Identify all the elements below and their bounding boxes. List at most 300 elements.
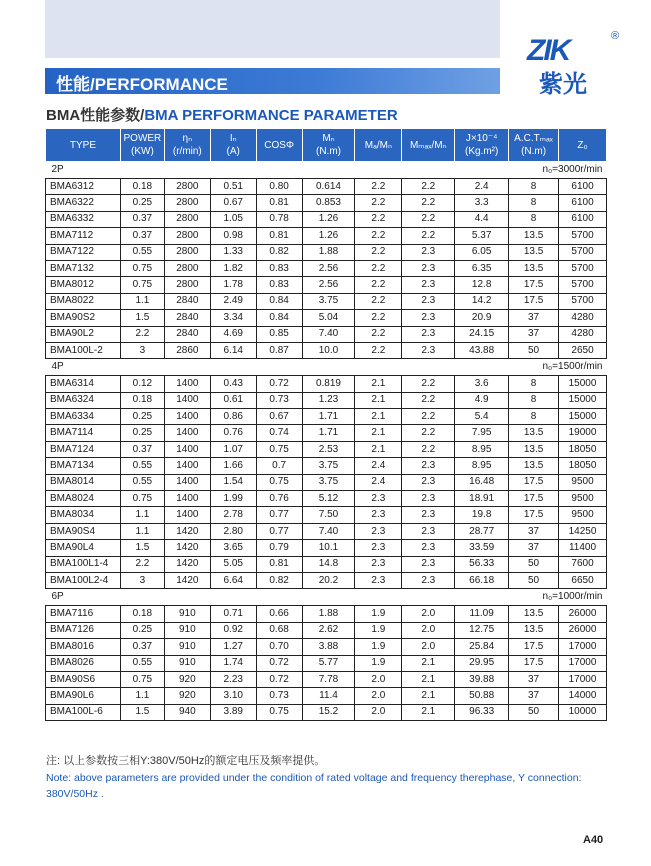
table-cell: 0.92	[210, 622, 256, 638]
table-row	[46, 556, 607, 572]
table-cell: 2.23	[210, 671, 256, 687]
table-cell: 50.88	[455, 688, 509, 704]
table-cell: 20.2	[302, 572, 355, 588]
motor-type-cell: BMA90S2	[46, 310, 121, 326]
table-row	[46, 491, 607, 507]
table-cell: 2.3	[402, 260, 455, 276]
table-cell: 0.51	[210, 179, 256, 195]
table-cell: 2.2	[402, 425, 455, 441]
table-cell: 13.5	[509, 606, 559, 622]
table-cell: 8	[509, 179, 559, 195]
table-cell: 5700	[559, 293, 607, 309]
table-cell: 12.8	[455, 277, 509, 293]
table-cell: 0.75	[120, 260, 164, 276]
table-cell: 2.3	[402, 293, 455, 309]
table-cell: 5.12	[302, 491, 355, 507]
table-cell: 17.5	[509, 507, 559, 523]
table-cell: 2.2	[355, 195, 402, 211]
table-row	[46, 277, 607, 293]
table-cell: 0.67	[256, 409, 302, 425]
table-cell: 910	[164, 655, 210, 671]
table-cell: 1400	[164, 507, 210, 523]
motor-type-cell: BMA6332	[46, 211, 121, 227]
motor-type-cell: BMA7134	[46, 458, 121, 474]
table-cell: 0.25	[120, 425, 164, 441]
table-cell: 2.1	[402, 671, 455, 687]
registered-mark: ®	[611, 30, 620, 42]
table-cell: 1.9	[355, 639, 402, 655]
table-cell: 37	[509, 523, 559, 539]
motor-type-cell: BMA100L-2	[46, 342, 121, 358]
motor-type-cell: BMA6314	[46, 376, 121, 392]
column-header-line: Mₘₐₓ/Mₙ	[409, 139, 447, 151]
table-cell: 0.78	[256, 211, 302, 227]
column-header-line: (N.m)	[315, 146, 341, 157]
table-cell: 7.50	[302, 507, 355, 523]
table-cell: 0.77	[256, 507, 302, 523]
table-cell: 15.2	[302, 704, 355, 720]
table-cell: 8	[509, 409, 559, 425]
motor-type-cell: BMA8012	[46, 277, 121, 293]
table-cell: 0.37	[120, 228, 164, 244]
column-header-line: A.C.Tₘₐₓ	[514, 133, 553, 144]
table-cell: 2.3	[402, 244, 455, 260]
table-cell: 1.27	[210, 639, 256, 655]
table-cell: 2840	[164, 310, 210, 326]
table-cell: 0.81	[256, 556, 302, 572]
table-cell: 8	[509, 392, 559, 408]
table-cell: 0.81	[256, 228, 302, 244]
table-cell: 1.78	[210, 277, 256, 293]
table-cell: 3.75	[302, 474, 355, 490]
table-cell: 0.72	[256, 376, 302, 392]
table-cell: 10.0	[302, 342, 355, 358]
table-row	[46, 260, 607, 276]
table-cell: 910	[164, 622, 210, 638]
table-cell: 6100	[559, 211, 607, 227]
table-cell: 14000	[559, 688, 607, 704]
motor-type-cell: BMA7116	[46, 606, 121, 622]
table-cell: 2650	[559, 342, 607, 358]
motor-type-cell: BMA90L6	[46, 688, 121, 704]
table-row	[46, 228, 607, 244]
table-cell: 910	[164, 606, 210, 622]
column-header-line: (A)	[226, 146, 240, 157]
table-cell: 19000	[559, 425, 607, 441]
table-cell: 2.1	[355, 392, 402, 408]
section-title: 性能/PERFORMANCE	[56, 75, 228, 94]
table-row	[46, 507, 607, 523]
table-cell: 0.25	[120, 409, 164, 425]
table-cell: 37	[509, 671, 559, 687]
column-header-line: (KW)	[131, 146, 154, 157]
motor-type-cell: BMA7126	[46, 622, 121, 638]
table-cell: 0.55	[120, 458, 164, 474]
table-cell: 39.88	[455, 671, 509, 687]
table-cell: 2800	[164, 228, 210, 244]
table-cell: 2.3	[355, 523, 402, 539]
logo-chinese-name: 紫光	[539, 71, 587, 98]
table-cell: 1.1	[120, 688, 164, 704]
table-cell: 13.5	[509, 260, 559, 276]
table-cell: 17.5	[509, 474, 559, 490]
table-cell: 2.56	[302, 260, 355, 276]
table-row	[46, 425, 607, 441]
table-cell: 16.48	[455, 474, 509, 490]
table-cell: 14250	[559, 523, 607, 539]
table-cell: 2.2	[355, 179, 402, 195]
table-cell: 2.80	[210, 523, 256, 539]
table-cell: 3	[120, 342, 164, 358]
column-header	[46, 129, 121, 162]
motor-type-cell: BMA6312	[46, 179, 121, 195]
motor-type-cell: BMA90L2	[46, 326, 121, 342]
table-cell: 6650	[559, 572, 607, 588]
column-header-line: COSΦ	[264, 139, 294, 151]
table-cell: 2.2	[355, 326, 402, 342]
table-cell: 2800	[164, 260, 210, 276]
table-cell: 1.05	[210, 211, 256, 227]
performance-table	[45, 128, 607, 721]
sync-speed: n₀=3000r/min	[542, 164, 603, 175]
motor-type-cell: BMA100L2-4	[46, 572, 121, 588]
table-cell: 1.26	[302, 211, 355, 227]
table-cell: 0.819	[302, 376, 355, 392]
table-cell: 17.5	[509, 277, 559, 293]
table-cell: 2.3	[402, 310, 455, 326]
table-cell: 1400	[164, 392, 210, 408]
table-cell: 17.5	[509, 491, 559, 507]
table-cell: 1420	[164, 540, 210, 556]
table-row	[46, 409, 607, 425]
table-cell: 1.23	[302, 392, 355, 408]
table-cell: 5.04	[302, 310, 355, 326]
table-cell: 0.25	[120, 195, 164, 211]
table-cell: 2.1	[355, 425, 402, 441]
logo-mark: ZIK	[527, 34, 570, 67]
table-cell: 50	[509, 572, 559, 588]
table-cell: 2.2	[355, 211, 402, 227]
table-cell: 3.89	[210, 704, 256, 720]
table-cell: 2.2	[355, 277, 402, 293]
motor-type-cell: BMA7114	[46, 425, 121, 441]
table-cell: 2.53	[302, 441, 355, 457]
table-cell: 2.3	[402, 277, 455, 293]
table-cell: 1.88	[302, 244, 355, 260]
table-cell: 1400	[164, 376, 210, 392]
group-header-cell	[46, 359, 607, 376]
table-cell: 17000	[559, 671, 607, 687]
group-header-cell	[46, 162, 607, 179]
table-cell: 3.10	[210, 688, 256, 704]
table-cell: 2.2	[402, 195, 455, 211]
table-cell: 1.71	[302, 409, 355, 425]
motor-type-cell: BMA8016	[46, 639, 121, 655]
table-cell: 17.5	[509, 293, 559, 309]
pole-label: 6P	[51, 591, 64, 603]
table-cell: 2.2	[402, 228, 455, 244]
table-cell: 2860	[164, 342, 210, 358]
table-cell: 0.84	[256, 310, 302, 326]
motor-type-cell: BMA90S4	[46, 523, 121, 539]
table-cell: 2.2	[355, 228, 402, 244]
table-cell: 10.1	[302, 540, 355, 556]
table-cell: 920	[164, 671, 210, 687]
table-cell: 0.12	[120, 376, 164, 392]
column-header-line: J×10⁻⁴	[465, 133, 498, 144]
table-cell: 18050	[559, 441, 607, 457]
table-cell: 3.88	[302, 639, 355, 655]
motor-type-cell: BMA90L4	[46, 540, 121, 556]
table-cell: 0.37	[120, 441, 164, 457]
table-body	[46, 162, 607, 721]
table-cell: 0.87	[256, 342, 302, 358]
table-cell: 13.5	[509, 458, 559, 474]
table-cell: 0.25	[120, 622, 164, 638]
column-header-line: (Kg.m²)	[464, 146, 499, 157]
table-cell: 8.95	[455, 441, 509, 457]
table-cell: 2.3	[402, 540, 455, 556]
table-cell: 2.3	[355, 540, 402, 556]
column-header	[256, 129, 302, 162]
table-cell: 6.35	[455, 260, 509, 276]
table-row	[46, 244, 607, 260]
table-cell: 1420	[164, 523, 210, 539]
table-cell: 0.82	[256, 572, 302, 588]
table-cell: 2.3	[402, 523, 455, 539]
table-cell: 5700	[559, 277, 607, 293]
table-cell: 2.3	[402, 507, 455, 523]
table-cell: 5700	[559, 260, 607, 276]
pole-label: 2P	[51, 164, 64, 175]
table-cell: 8	[509, 195, 559, 211]
table-row	[46, 622, 607, 638]
table-header-row	[46, 129, 607, 162]
table-cell: 2.4	[355, 458, 402, 474]
column-header	[559, 129, 607, 162]
column-header-line: (N.m)	[521, 146, 547, 157]
table-cell: 96.33	[455, 704, 509, 720]
motor-type-cell: BMA8014	[46, 474, 121, 490]
table-cell: 37	[509, 688, 559, 704]
group-header-row	[46, 162, 607, 179]
table-cell: 7.78	[302, 671, 355, 687]
motor-type-cell: BMA100L1-4	[46, 556, 121, 572]
table-cell: 9500	[559, 474, 607, 490]
table-cell: 0.75	[120, 277, 164, 293]
table-cell: 1.07	[210, 441, 256, 457]
table-cell: 1.82	[210, 260, 256, 276]
table-cell: 11.09	[455, 606, 509, 622]
table-title	[46, 104, 398, 125]
motor-type-cell: BMA6324	[46, 392, 121, 408]
table-cell: 1.74	[210, 655, 256, 671]
table-cell: 2.2	[355, 244, 402, 260]
table-cell: 7.40	[302, 326, 355, 342]
table-cell: 1420	[164, 556, 210, 572]
table-cell: 13.5	[509, 622, 559, 638]
motor-type-cell: BMA7122	[46, 244, 121, 260]
table-cell: 1.26	[302, 228, 355, 244]
table-cell: 1400	[164, 425, 210, 441]
motor-type-cell: BMA8026	[46, 655, 121, 671]
table-cell: 2.3	[402, 491, 455, 507]
table-cell: 1.54	[210, 474, 256, 490]
table-cell: 2.2	[355, 293, 402, 309]
table-cell: 6.64	[210, 572, 256, 588]
table-cell: 4.69	[210, 326, 256, 342]
table-cell: 1400	[164, 409, 210, 425]
table-row	[46, 655, 607, 671]
table-cell: 50	[509, 556, 559, 572]
table-cell: 1.1	[120, 507, 164, 523]
table-cell: 2800	[164, 179, 210, 195]
motor-type-cell: BMA100L-6	[46, 704, 121, 720]
table-cell: 0.70	[256, 639, 302, 655]
table-cell: 17.5	[509, 639, 559, 655]
table-cell: 1.88	[302, 606, 355, 622]
table-cell: 9500	[559, 507, 607, 523]
table-cell: 4.9	[455, 392, 509, 408]
table-row	[46, 688, 607, 704]
table-cell: 2.1	[402, 704, 455, 720]
table-cell: 2.2	[355, 310, 402, 326]
table-cell: 15000	[559, 409, 607, 425]
table-cell: 0.85	[256, 326, 302, 342]
table-cell: 2800	[164, 195, 210, 211]
table-cell: 2800	[164, 244, 210, 260]
table-cell: 0.18	[120, 606, 164, 622]
table-cell: 1.9	[355, 655, 402, 671]
table-cell: 12.75	[455, 622, 509, 638]
table-cell: 2.49	[210, 293, 256, 309]
table-cell: 24.15	[455, 326, 509, 342]
motor-type-cell: BMA7112	[46, 228, 121, 244]
table-cell: 2.3	[402, 474, 455, 490]
table-cell: 0.74	[256, 425, 302, 441]
table-cell: 10000	[559, 704, 607, 720]
table-cell: 2.1	[402, 688, 455, 704]
table-cell: 2800	[164, 211, 210, 227]
table-cell: 1.5	[120, 704, 164, 720]
table-cell: 3.75	[302, 458, 355, 474]
table-cell: 2.0	[402, 606, 455, 622]
table-cell: 56.33	[455, 556, 509, 572]
table-title-cn: BMA性能参数/	[46, 107, 145, 124]
group-header-row	[46, 589, 607, 606]
table-cell: 1.1	[120, 293, 164, 309]
table-row	[46, 326, 607, 342]
table-cell: 18.91	[455, 491, 509, 507]
table-cell: 0.71	[210, 606, 256, 622]
table-cell: 50	[509, 342, 559, 358]
table-cell: 5.77	[302, 655, 355, 671]
column-header-line: Z₀	[577, 139, 588, 151]
table-cell: 9500	[559, 491, 607, 507]
table-cell: 0.67	[210, 195, 256, 211]
table-cell: 0.614	[302, 179, 355, 195]
note-chinese: 注: 以上参数按三相Y:380V/50Hz的额定电压及频率提供。	[46, 755, 326, 767]
table-row	[46, 342, 607, 358]
table-cell: 1.33	[210, 244, 256, 260]
table-cell: 13.5	[509, 425, 559, 441]
table-cell: 0.66	[256, 606, 302, 622]
motor-type-cell: BMA8034	[46, 507, 121, 523]
table-row	[46, 179, 607, 195]
table-cell: 2.2	[120, 326, 164, 342]
table-cell: 3.34	[210, 310, 256, 326]
table-cell: 25.84	[455, 639, 509, 655]
table-cell: 2.2	[402, 409, 455, 425]
top-band	[45, 0, 500, 58]
table-cell: 14.2	[455, 293, 509, 309]
table-row	[46, 310, 607, 326]
group-header-cell	[46, 589, 607, 606]
column-header	[120, 129, 164, 162]
table-cell: 2840	[164, 326, 210, 342]
table-cell: 13.5	[509, 228, 559, 244]
table-cell: 37	[509, 540, 559, 556]
table-cell: 2.0	[355, 688, 402, 704]
column-header-line: ηₙ	[182, 133, 193, 144]
table-cell: 5.37	[455, 228, 509, 244]
sync-speed: n₀=1000r/min	[542, 591, 603, 603]
table-cell: 1400	[164, 441, 210, 457]
column-header	[210, 129, 256, 162]
table-cell: 6100	[559, 179, 607, 195]
table-cell: 20.9	[455, 310, 509, 326]
table-cell: 0.80	[256, 179, 302, 195]
column-header	[355, 129, 402, 162]
table-cell: 2.2	[355, 342, 402, 358]
table-cell: 0.75	[120, 671, 164, 687]
table-cell: 2800	[164, 277, 210, 293]
table-cell: 0.76	[256, 491, 302, 507]
table-cell: 1.9	[355, 622, 402, 638]
table-cell: 11400	[559, 540, 607, 556]
column-header	[402, 129, 455, 162]
table-cell: 33.59	[455, 540, 509, 556]
table-row	[46, 572, 607, 588]
table-cell: 1.71	[302, 425, 355, 441]
table-cell: 3.6	[455, 376, 509, 392]
table-cell: 15000	[559, 392, 607, 408]
table-cell: 26000	[559, 606, 607, 622]
table-cell: 0.61	[210, 392, 256, 408]
table-cell: 8	[509, 211, 559, 227]
table-cell: 50	[509, 704, 559, 720]
table-cell: 940	[164, 704, 210, 720]
table-cell: 6.05	[455, 244, 509, 260]
table-cell: 0.55	[120, 474, 164, 490]
table-cell: 2.3	[402, 556, 455, 572]
table-cell: 0.37	[120, 211, 164, 227]
note-english: Note: above parameters are provided under the condition of rated voltage and frequency therephase, Y connection: 380V/50Hz .	[46, 772, 582, 800]
table-cell: 3.65	[210, 540, 256, 556]
table-cell: 0.86	[210, 409, 256, 425]
table-cell: 7600	[559, 556, 607, 572]
table-cell: 17000	[559, 655, 607, 671]
motor-type-cell: BMA6322	[46, 195, 121, 211]
column-header-line: Mₙ	[322, 133, 335, 144]
table-row	[46, 392, 607, 408]
table-cell: 0.43	[210, 376, 256, 392]
group-header-row	[46, 359, 607, 376]
table-cell: 0.73	[256, 688, 302, 704]
table-cell: 2.0	[355, 704, 402, 720]
table-cell: 0.75	[256, 704, 302, 720]
table-cell: 2.3	[402, 572, 455, 588]
